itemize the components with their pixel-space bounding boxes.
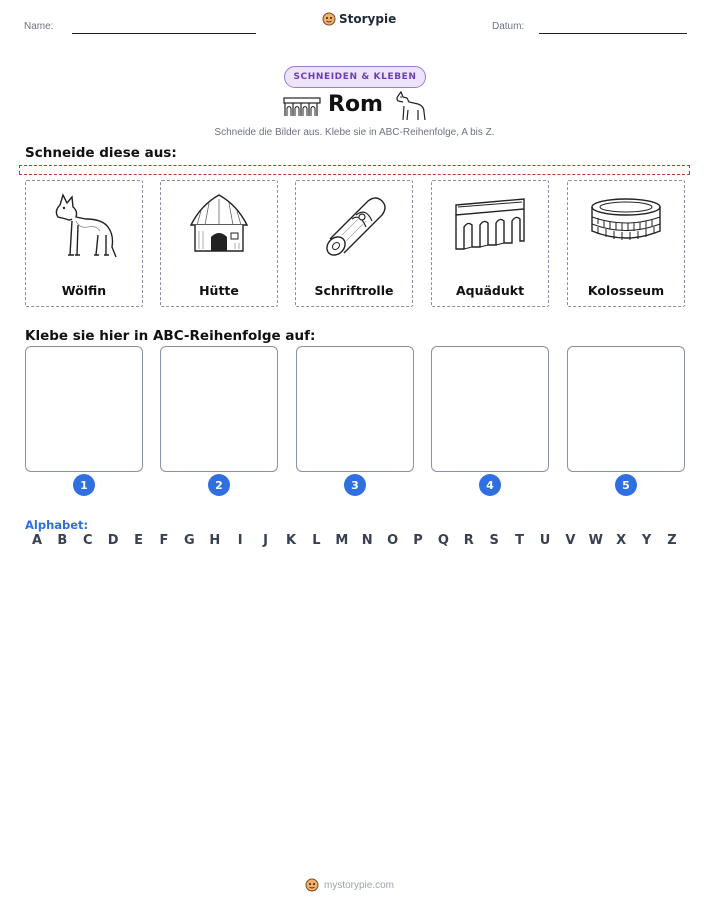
cut-card-wolfin[interactable] bbox=[25, 180, 143, 307]
alphabet-letter: X bbox=[616, 533, 627, 548]
cut-card-aquadukt[interactable] bbox=[431, 180, 549, 307]
paste-slot-5[interactable] bbox=[567, 346, 685, 472]
cut-line bbox=[19, 165, 690, 174]
wolf-icon bbox=[394, 90, 428, 122]
paste-slot-1[interactable] bbox=[25, 346, 143, 472]
alphabet-letter: R bbox=[463, 533, 474, 548]
category-pill: SCHNEIDEN & KLEBEN bbox=[284, 66, 426, 88]
card-label: Aquädukt bbox=[455, 283, 525, 298]
card-label: Hütte bbox=[199, 283, 239, 298]
alphabet-letter: B bbox=[57, 533, 68, 548]
alphabet-letter: Z bbox=[667, 533, 677, 548]
name-line[interactable] bbox=[72, 33, 256, 34]
alphabet-letter: G bbox=[184, 533, 195, 548]
aqueduct-icon bbox=[282, 96, 322, 118]
paste-section-title: Klebe sie hier in ABC-Reihenfolge auf: bbox=[25, 328, 316, 344]
alphabet-letter: L bbox=[312, 533, 321, 548]
alphabet-letter: I bbox=[237, 533, 243, 548]
instructions: Schneide die Bilder aus. Klebe sie in ABC-Reihenfolge, A bis Z. bbox=[214, 127, 495, 138]
brand-name: Storypie bbox=[339, 12, 397, 26]
slot-number-3: 3 bbox=[344, 474, 366, 496]
date-line[interactable] bbox=[539, 33, 687, 34]
wolf-icon bbox=[46, 191, 122, 261]
alphabet-letter: S bbox=[489, 533, 499, 548]
worksheet-title: Rom bbox=[328, 92, 383, 117]
brand-logo bbox=[322, 12, 396, 26]
cut-card-kolosseum[interactable] bbox=[567, 180, 685, 307]
alphabet-letter: D bbox=[107, 533, 119, 548]
alphabet-label: Alphabet: bbox=[25, 518, 89, 532]
scroll-icon bbox=[316, 191, 392, 261]
paste-slot-3[interactable] bbox=[296, 346, 414, 472]
slot-number-1: 1 bbox=[73, 474, 95, 496]
alphabet-letter: H bbox=[209, 533, 221, 548]
worksheet-header bbox=[0, 0, 709, 50]
cut-cards bbox=[25, 180, 685, 307]
cut-card-schriftrolle[interactable] bbox=[295, 180, 413, 307]
alphabet-letter: E bbox=[134, 533, 144, 548]
slot-number-2: 2 bbox=[208, 474, 230, 496]
paste-slots bbox=[25, 346, 685, 501]
date-label: Datum: bbox=[492, 21, 525, 32]
alphabet-letter: W bbox=[588, 533, 603, 548]
slot-number-5: 5 bbox=[615, 474, 637, 496]
name-label: Name: bbox=[24, 21, 54, 32]
alphabet-letter: Y bbox=[641, 533, 652, 548]
alphabet-row bbox=[25, 533, 685, 551]
cut-card-hutte[interactable] bbox=[160, 180, 278, 307]
alphabet-letter: N bbox=[361, 533, 373, 548]
hut-icon bbox=[181, 191, 257, 261]
paste-slot-4[interactable] bbox=[431, 346, 549, 472]
card-label: Schriftrolle bbox=[314, 283, 394, 298]
colosseum-icon bbox=[586, 191, 666, 251]
alphabet-letter: T bbox=[515, 533, 525, 548]
footer bbox=[305, 878, 394, 892]
alphabet-letter: K bbox=[285, 533, 297, 548]
storypie-mascot-icon bbox=[305, 878, 319, 892]
paste-slot-2[interactable] bbox=[160, 346, 278, 472]
alphabet-letter: J bbox=[263, 533, 269, 548]
footer-site-link[interactable]: mystorypie.com bbox=[324, 879, 395, 891]
alphabet-letter: Q bbox=[437, 533, 449, 548]
alphabet-letter: A bbox=[31, 533, 43, 548]
alphabet-letter: M bbox=[335, 533, 349, 548]
storypie-mascot-icon bbox=[322, 12, 336, 26]
slot-number-4: 4 bbox=[479, 474, 501, 496]
alphabet-letter: P bbox=[413, 533, 423, 548]
alphabet-letter: U bbox=[539, 533, 551, 548]
cut-section-title: Schneide diese aus: bbox=[25, 145, 177, 161]
alphabet-letter: C bbox=[83, 533, 93, 548]
card-label: Kolosseum bbox=[587, 283, 665, 298]
aqueduct-icon bbox=[450, 191, 530, 261]
alphabet-letter: F bbox=[159, 533, 169, 548]
card-label: Wölfin bbox=[61, 283, 107, 298]
alphabet-letter: O bbox=[387, 533, 399, 548]
title-row bbox=[280, 90, 430, 124]
alphabet-letter: V bbox=[565, 533, 576, 548]
